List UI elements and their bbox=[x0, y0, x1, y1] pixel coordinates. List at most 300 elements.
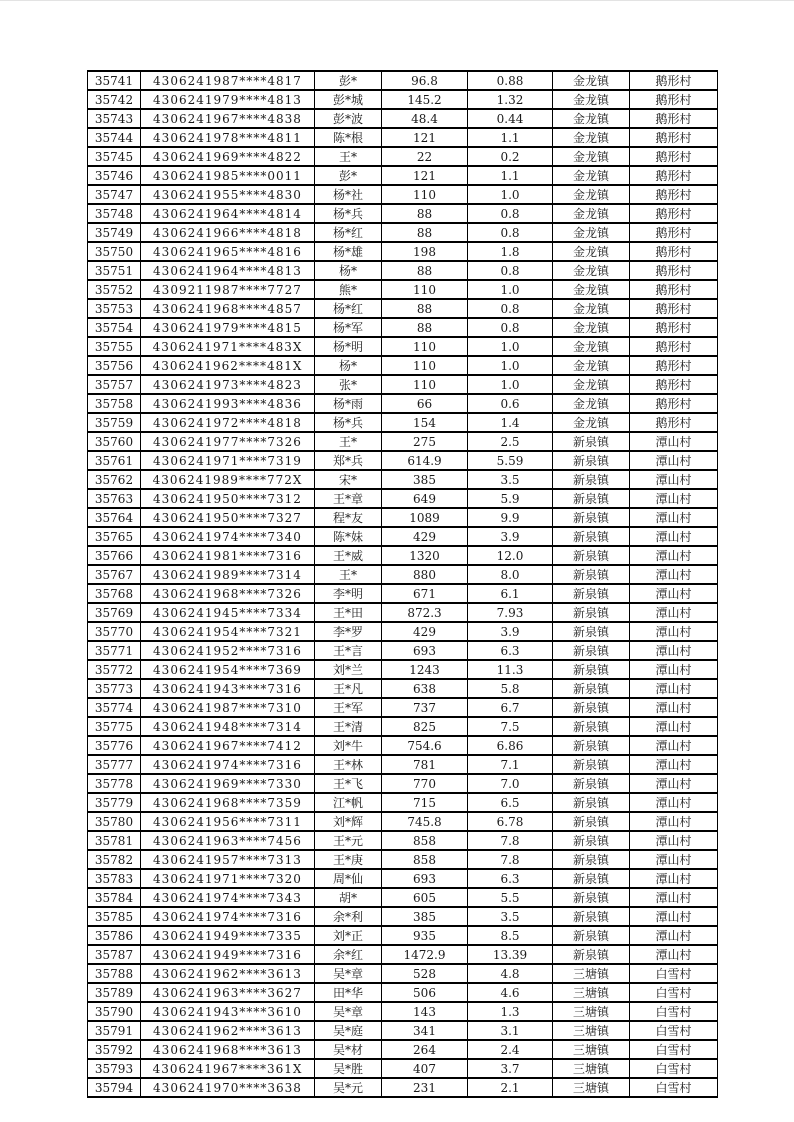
cell-id-number: 4306241943****7316 bbox=[141, 679, 315, 698]
cell-serial: 35747 bbox=[88, 185, 141, 204]
cell-value-1: 154 bbox=[382, 413, 468, 432]
cell-name: 王*元 bbox=[315, 831, 382, 850]
cell-serial: 35764 bbox=[88, 508, 141, 527]
cell-serial: 35769 bbox=[88, 603, 141, 622]
table-row bbox=[88, 622, 718, 641]
cell-village: 潭山村 bbox=[630, 584, 718, 603]
cell-serial: 35774 bbox=[88, 698, 141, 717]
table-row bbox=[88, 660, 718, 679]
cell-value-2: 5.9 bbox=[468, 489, 553, 508]
cell-name: 李*明 bbox=[315, 584, 382, 603]
cell-village: 白雪村 bbox=[630, 964, 718, 983]
cell-value-1: 872.3 bbox=[382, 603, 468, 622]
cell-value-1: 858 bbox=[382, 831, 468, 850]
cell-village: 鹅形村 bbox=[630, 185, 718, 204]
cell-serial: 35776 bbox=[88, 736, 141, 755]
cell-serial: 35775 bbox=[88, 717, 141, 736]
cell-value-2: 0.8 bbox=[468, 204, 553, 223]
table-row bbox=[88, 907, 718, 926]
cell-name: 郑*兵 bbox=[315, 451, 382, 470]
table-row bbox=[88, 166, 718, 185]
cell-town: 金龙镇 bbox=[553, 185, 630, 204]
cell-village: 潭山村 bbox=[630, 736, 718, 755]
cell-village: 鹅形村 bbox=[630, 166, 718, 185]
table-row bbox=[88, 717, 718, 736]
cell-value-1: 22 bbox=[382, 147, 468, 166]
cell-value-1: 48.4 bbox=[382, 109, 468, 128]
cell-town: 新泉镇 bbox=[553, 907, 630, 926]
cell-town: 新泉镇 bbox=[553, 641, 630, 660]
table-row bbox=[88, 223, 718, 242]
cell-value-2: 1.3 bbox=[468, 1002, 553, 1021]
cell-value-1: 737 bbox=[382, 698, 468, 717]
cell-value-1: 88 bbox=[382, 318, 468, 337]
cell-village: 鹅形村 bbox=[630, 242, 718, 261]
table-row bbox=[88, 394, 718, 413]
cell-serial: 35746 bbox=[88, 166, 141, 185]
cell-village: 潭山村 bbox=[630, 432, 718, 451]
cell-id-number: 4306241945****7334 bbox=[141, 603, 315, 622]
cell-name: 杨*兵 bbox=[315, 413, 382, 432]
table-row bbox=[88, 831, 718, 850]
table-row bbox=[88, 983, 718, 1002]
cell-village: 潭山村 bbox=[630, 793, 718, 812]
cell-name: 余*红 bbox=[315, 945, 382, 964]
cell-value-2: 6.5 bbox=[468, 793, 553, 812]
table-row bbox=[88, 888, 718, 907]
cell-serial: 35763 bbox=[88, 489, 141, 508]
cell-name: 熊* bbox=[315, 280, 382, 299]
cell-id-number: 4306241971****7320 bbox=[141, 869, 315, 888]
cell-town: 新泉镇 bbox=[553, 622, 630, 641]
cell-value-2: 3.7 bbox=[468, 1059, 553, 1078]
cell-village: 鹅形村 bbox=[630, 394, 718, 413]
cell-village: 鹅形村 bbox=[630, 299, 718, 318]
cell-name: 陈*根 bbox=[315, 128, 382, 147]
cell-id-number: 4306241978****4811 bbox=[141, 128, 315, 147]
cell-value-2: 1.0 bbox=[468, 337, 553, 356]
cell-serial: 35772 bbox=[88, 660, 141, 679]
cell-id-number: 4306241985****0011 bbox=[141, 166, 315, 185]
cell-town: 金龙镇 bbox=[553, 261, 630, 280]
cell-value-1: 66 bbox=[382, 394, 468, 413]
cell-town: 新泉镇 bbox=[553, 565, 630, 584]
cell-value-2: 5.8 bbox=[468, 679, 553, 698]
cell-village: 鹅形村 bbox=[630, 280, 718, 299]
cell-value-2: 7.93 bbox=[468, 603, 553, 622]
table-row bbox=[88, 869, 718, 888]
cell-town: 新泉镇 bbox=[553, 546, 630, 565]
cell-town: 新泉镇 bbox=[553, 508, 630, 527]
cell-serial: 35755 bbox=[88, 337, 141, 356]
cell-id-number: 4306241971****483X bbox=[141, 337, 315, 356]
table-row bbox=[88, 527, 718, 546]
cell-value-2: 3.9 bbox=[468, 527, 553, 546]
table-row bbox=[88, 584, 718, 603]
cell-name: 王* bbox=[315, 432, 382, 451]
table-row bbox=[88, 698, 718, 717]
cell-value-2: 9.9 bbox=[468, 508, 553, 527]
cell-serial: 35778 bbox=[88, 774, 141, 793]
cell-town: 金龙镇 bbox=[553, 109, 630, 128]
cell-value-1: 407 bbox=[382, 1059, 468, 1078]
table-row bbox=[88, 185, 718, 204]
cell-name: 吴*章 bbox=[315, 1002, 382, 1021]
table-row bbox=[88, 432, 718, 451]
cell-village: 潭山村 bbox=[630, 850, 718, 869]
cell-town: 新泉镇 bbox=[553, 755, 630, 774]
cell-village: 潭山村 bbox=[630, 679, 718, 698]
table-row bbox=[88, 736, 718, 755]
cell-value-2: 6.78 bbox=[468, 812, 553, 831]
table-body bbox=[88, 71, 718, 1097]
cell-village: 鹅形村 bbox=[630, 128, 718, 147]
cell-name: 王*凡 bbox=[315, 679, 382, 698]
cell-id-number: 4306241949****7335 bbox=[141, 926, 315, 945]
cell-id-number: 4306241989****772X bbox=[141, 470, 315, 489]
cell-town: 金龙镇 bbox=[553, 318, 630, 337]
table-row bbox=[88, 356, 718, 375]
cell-town: 新泉镇 bbox=[553, 926, 630, 945]
cell-village: 潭山村 bbox=[630, 527, 718, 546]
cell-name: 杨*明 bbox=[315, 337, 382, 356]
table-row bbox=[88, 679, 718, 698]
cell-serial: 35754 bbox=[88, 318, 141, 337]
table-row bbox=[88, 755, 718, 774]
cell-name: 田*华 bbox=[315, 983, 382, 1002]
cell-value-1: 614.9 bbox=[382, 451, 468, 470]
cell-serial: 35780 bbox=[88, 812, 141, 831]
cell-value-1: 770 bbox=[382, 774, 468, 793]
cell-town: 金龙镇 bbox=[553, 413, 630, 432]
cell-value-1: 110 bbox=[382, 337, 468, 356]
cell-town: 金龙镇 bbox=[553, 90, 630, 109]
cell-town: 新泉镇 bbox=[553, 679, 630, 698]
cell-id-number: 4306241955****4830 bbox=[141, 185, 315, 204]
cell-value-1: 649 bbox=[382, 489, 468, 508]
table-row bbox=[88, 565, 718, 584]
cell-serial: 35788 bbox=[88, 964, 141, 983]
table-row bbox=[88, 945, 718, 964]
cell-village: 白雪村 bbox=[630, 1002, 718, 1021]
cell-village: 白雪村 bbox=[630, 1040, 718, 1059]
cell-serial: 35761 bbox=[88, 451, 141, 470]
cell-serial: 35785 bbox=[88, 907, 141, 926]
table-row bbox=[88, 508, 718, 527]
cell-value-1: 110 bbox=[382, 280, 468, 299]
cell-village: 潭山村 bbox=[630, 641, 718, 660]
cell-value-2: 6.86 bbox=[468, 736, 553, 755]
cell-name: 王*飞 bbox=[315, 774, 382, 793]
table-row bbox=[88, 71, 718, 90]
table-row bbox=[88, 375, 718, 394]
cell-value-1: 385 bbox=[382, 907, 468, 926]
cell-town: 金龙镇 bbox=[553, 394, 630, 413]
cell-serial: 35759 bbox=[88, 413, 141, 432]
table-row bbox=[88, 812, 718, 831]
cell-value-2: 6.1 bbox=[468, 584, 553, 603]
cell-town: 新泉镇 bbox=[553, 660, 630, 679]
table-row bbox=[88, 147, 718, 166]
cell-value-1: 198 bbox=[382, 242, 468, 261]
table-row bbox=[88, 299, 718, 318]
table-row bbox=[88, 850, 718, 869]
cell-id-number: 4306241974****7340 bbox=[141, 527, 315, 546]
cell-value-1: 429 bbox=[382, 622, 468, 641]
cell-value-2: 0.88 bbox=[468, 71, 553, 90]
cell-name: 余*利 bbox=[315, 907, 382, 926]
table-row bbox=[88, 1021, 718, 1040]
cell-serial: 35748 bbox=[88, 204, 141, 223]
cell-name: 彭*城 bbox=[315, 90, 382, 109]
cell-value-1: 506 bbox=[382, 983, 468, 1002]
cell-serial: 35760 bbox=[88, 432, 141, 451]
cell-serial: 35786 bbox=[88, 926, 141, 945]
cell-value-2: 5.59 bbox=[468, 451, 553, 470]
cell-id-number: 4306241967****7412 bbox=[141, 736, 315, 755]
table-row bbox=[88, 242, 718, 261]
cell-value-1: 880 bbox=[382, 565, 468, 584]
cell-value-2: 3.1 bbox=[468, 1021, 553, 1040]
cell-value-2: 0.6 bbox=[468, 394, 553, 413]
cell-value-2: 1.0 bbox=[468, 185, 553, 204]
cell-value-2: 13.39 bbox=[468, 945, 553, 964]
cell-village: 白雪村 bbox=[630, 1059, 718, 1078]
cell-serial: 35753 bbox=[88, 299, 141, 318]
cell-id-number: 4306241974****7343 bbox=[141, 888, 315, 907]
cell-id-number: 4306241971****7319 bbox=[141, 451, 315, 470]
cell-name: 王*军 bbox=[315, 698, 382, 717]
cell-name: 彭*波 bbox=[315, 109, 382, 128]
cell-value-1: 745.8 bbox=[382, 812, 468, 831]
cell-village: 潭山村 bbox=[630, 451, 718, 470]
cell-town: 新泉镇 bbox=[553, 945, 630, 964]
cell-name: 王*言 bbox=[315, 641, 382, 660]
cell-serial: 35784 bbox=[88, 888, 141, 907]
cell-town: 三塘镇 bbox=[553, 983, 630, 1002]
cell-serial: 35757 bbox=[88, 375, 141, 394]
cell-value-1: 1320 bbox=[382, 546, 468, 565]
cell-name: 刘*辉 bbox=[315, 812, 382, 831]
cell-serial: 35749 bbox=[88, 223, 141, 242]
cell-name: 江*帆 bbox=[315, 793, 382, 812]
cell-value-1: 671 bbox=[382, 584, 468, 603]
cell-value-1: 825 bbox=[382, 717, 468, 736]
cell-name: 杨*雄 bbox=[315, 242, 382, 261]
cell-village: 潭山村 bbox=[630, 660, 718, 679]
cell-name: 杨*兵 bbox=[315, 204, 382, 223]
cell-serial: 35781 bbox=[88, 831, 141, 850]
table-row bbox=[88, 109, 718, 128]
cell-value-2: 3.5 bbox=[468, 470, 553, 489]
cell-id-number: 4306241950****7327 bbox=[141, 508, 315, 527]
cell-village: 潭山村 bbox=[630, 698, 718, 717]
table-row bbox=[88, 413, 718, 432]
cell-village: 鹅形村 bbox=[630, 223, 718, 242]
cell-name: 王*庚 bbox=[315, 850, 382, 869]
cell-serial: 35773 bbox=[88, 679, 141, 698]
cell-value-2: 7.1 bbox=[468, 755, 553, 774]
cell-id-number: 4306241993****4836 bbox=[141, 394, 315, 413]
cell-value-2: 7.5 bbox=[468, 717, 553, 736]
cell-serial: 35794 bbox=[88, 1078, 141, 1097]
cell-town: 新泉镇 bbox=[553, 774, 630, 793]
cell-name: 程*友 bbox=[315, 508, 382, 527]
cell-town: 金龙镇 bbox=[553, 280, 630, 299]
cell-village: 潭山村 bbox=[630, 546, 718, 565]
cell-town: 金龙镇 bbox=[553, 356, 630, 375]
cell-serial: 35779 bbox=[88, 793, 141, 812]
cell-serial: 35756 bbox=[88, 356, 141, 375]
cell-town: 新泉镇 bbox=[553, 869, 630, 888]
cell-name: 张* bbox=[315, 375, 382, 394]
cell-town: 三塘镇 bbox=[553, 1078, 630, 1097]
cell-serial: 35792 bbox=[88, 1040, 141, 1059]
cell-serial: 35783 bbox=[88, 869, 141, 888]
cell-serial: 35790 bbox=[88, 1002, 141, 1021]
cell-town: 金龙镇 bbox=[553, 147, 630, 166]
cell-village: 鹅形村 bbox=[630, 109, 718, 128]
cell-id-number: 4306241977****7326 bbox=[141, 432, 315, 451]
cell-value-1: 121 bbox=[382, 166, 468, 185]
cell-id-number: 4306241987****7310 bbox=[141, 698, 315, 717]
cell-value-2: 3.5 bbox=[468, 907, 553, 926]
cell-name: 杨* bbox=[315, 261, 382, 280]
cell-town: 三塘镇 bbox=[553, 1021, 630, 1040]
cell-id-number: 4306241969****4822 bbox=[141, 147, 315, 166]
cell-village: 白雪村 bbox=[630, 1078, 718, 1097]
cell-serial: 35791 bbox=[88, 1021, 141, 1040]
cell-village: 鹅形村 bbox=[630, 71, 718, 90]
table-row bbox=[88, 337, 718, 356]
cell-value-1: 143 bbox=[382, 1002, 468, 1021]
cell-name: 王* bbox=[315, 565, 382, 584]
cell-value-1: 1089 bbox=[382, 508, 468, 527]
cell-value-1: 88 bbox=[382, 299, 468, 318]
cell-name: 彭* bbox=[315, 71, 382, 90]
cell-value-2: 2.1 bbox=[468, 1078, 553, 1097]
cell-value-2: 6.3 bbox=[468, 641, 553, 660]
cell-id-number: 4306241957****7313 bbox=[141, 850, 315, 869]
cell-value-2: 4.6 bbox=[468, 983, 553, 1002]
cell-id-number: 4306241979****4815 bbox=[141, 318, 315, 337]
table-row bbox=[88, 451, 718, 470]
cell-town: 新泉镇 bbox=[553, 812, 630, 831]
cell-town: 新泉镇 bbox=[553, 584, 630, 603]
cell-village: 潭山村 bbox=[630, 622, 718, 641]
cell-serial: 35744 bbox=[88, 128, 141, 147]
cell-value-2: 0.8 bbox=[468, 223, 553, 242]
cell-id-number: 4306241981****7316 bbox=[141, 546, 315, 565]
table-row bbox=[88, 546, 718, 565]
cell-value-2: 0.8 bbox=[468, 261, 553, 280]
cell-value-2: 8.0 bbox=[468, 565, 553, 584]
cell-value-2: 4.8 bbox=[468, 964, 553, 983]
cell-village: 潭山村 bbox=[630, 470, 718, 489]
cell-name: 王*威 bbox=[315, 546, 382, 565]
cell-village: 鹅形村 bbox=[630, 204, 718, 223]
cell-town: 新泉镇 bbox=[553, 470, 630, 489]
cell-name: 杨*军 bbox=[315, 318, 382, 337]
cell-value-2: 6.7 bbox=[468, 698, 553, 717]
cell-serial: 35787 bbox=[88, 945, 141, 964]
cell-village: 潭山村 bbox=[630, 926, 718, 945]
cell-serial: 35782 bbox=[88, 850, 141, 869]
cell-id-number: 4306241987****4817 bbox=[141, 71, 315, 90]
cell-village: 鹅形村 bbox=[630, 318, 718, 337]
table-row bbox=[88, 926, 718, 945]
cell-value-1: 88 bbox=[382, 261, 468, 280]
cell-name: 刘*兰 bbox=[315, 660, 382, 679]
cell-value-2: 7.8 bbox=[468, 850, 553, 869]
cell-serial: 35742 bbox=[88, 90, 141, 109]
cell-town: 金龙镇 bbox=[553, 337, 630, 356]
cell-value-2: 7.0 bbox=[468, 774, 553, 793]
cell-value-1: 935 bbox=[382, 926, 468, 945]
cell-village: 鹅形村 bbox=[630, 356, 718, 375]
cell-value-1: 341 bbox=[382, 1021, 468, 1040]
cell-name: 周*仙 bbox=[315, 869, 382, 888]
cell-value-2: 1.0 bbox=[468, 356, 553, 375]
cell-id-number: 4306241962****481X bbox=[141, 356, 315, 375]
cell-serial: 35768 bbox=[88, 584, 141, 603]
cell-name: 刘*牛 bbox=[315, 736, 382, 755]
cell-town: 金龙镇 bbox=[553, 299, 630, 318]
table-row bbox=[88, 90, 718, 109]
cell-id-number: 4306241968****7359 bbox=[141, 793, 315, 812]
cell-value-1: 528 bbox=[382, 964, 468, 983]
cell-serial: 35777 bbox=[88, 755, 141, 774]
cell-id-number: 4306241968****4857 bbox=[141, 299, 315, 318]
cell-value-2: 0.8 bbox=[468, 299, 553, 318]
cell-village: 鹅形村 bbox=[630, 90, 718, 109]
cell-village: 潭山村 bbox=[630, 907, 718, 926]
cell-value-1: 858 bbox=[382, 850, 468, 869]
cell-serial: 35758 bbox=[88, 394, 141, 413]
cell-value-1: 275 bbox=[382, 432, 468, 451]
cell-name: 宋* bbox=[315, 470, 382, 489]
table-row bbox=[88, 1040, 718, 1059]
table-row bbox=[88, 470, 718, 489]
cell-town: 新泉镇 bbox=[553, 527, 630, 546]
cell-town: 三塘镇 bbox=[553, 1059, 630, 1078]
cell-name: 陈*妹 bbox=[315, 527, 382, 546]
cell-serial: 35770 bbox=[88, 622, 141, 641]
table-row bbox=[88, 641, 718, 660]
cell-village: 潭山村 bbox=[630, 831, 718, 850]
cell-village: 潭山村 bbox=[630, 603, 718, 622]
cell-id-number: 4306241954****7369 bbox=[141, 660, 315, 679]
cell-village: 鹅形村 bbox=[630, 375, 718, 394]
cell-id-number: 4306241962****3613 bbox=[141, 964, 315, 983]
cell-id-number: 4306241966****4818 bbox=[141, 223, 315, 242]
cell-name: 王* bbox=[315, 147, 382, 166]
cell-value-1: 385 bbox=[382, 470, 468, 489]
cell-serial: 35767 bbox=[88, 565, 141, 584]
cell-village: 潭山村 bbox=[630, 755, 718, 774]
cell-value-2: 1.8 bbox=[468, 242, 553, 261]
cell-id-number: 4306241989****7314 bbox=[141, 565, 315, 584]
cell-name: 吴*元 bbox=[315, 1078, 382, 1097]
cell-id-number: 4306241956****7311 bbox=[141, 812, 315, 831]
cell-value-2: 1.4 bbox=[468, 413, 553, 432]
cell-village: 白雪村 bbox=[630, 983, 718, 1002]
cell-village: 鹅形村 bbox=[630, 147, 718, 166]
cell-value-1: 693 bbox=[382, 641, 468, 660]
cell-name: 杨*雨 bbox=[315, 394, 382, 413]
cell-name: 王*章 bbox=[315, 489, 382, 508]
cell-village: 潭山村 bbox=[630, 945, 718, 964]
